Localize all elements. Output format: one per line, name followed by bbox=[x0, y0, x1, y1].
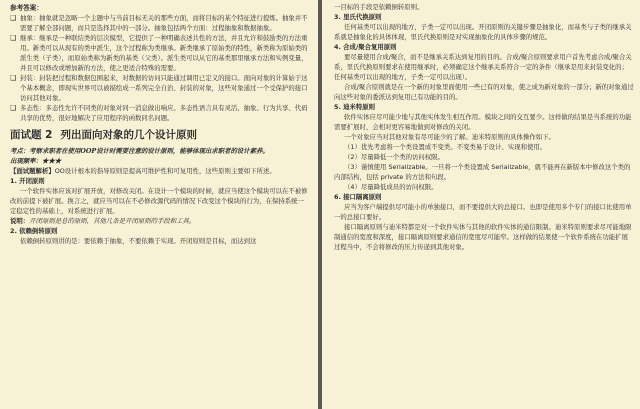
section-body: 一个软件实体应该对扩展开放，对修改关闭。在设计一个模块的时候，就应当使这个模块可以在不被修改的前提下被扩展。换言之，就应当可以在不必修改源代码的情况下改变这个模块的行为，在保持系统一定稳定性的基础上，对系统进行扩展。 bbox=[10, 187, 308, 215]
right-page bbox=[322, 0, 640, 409]
bullet-polymorphism bbox=[10, 103, 310, 123]
section-body: 合成/聚合原则就是在一个新的对象里面使用一些已有的对象，使之成为新对象的一部分；新的对象通过向这些对象的委派达到复用已有功能的目的。 bbox=[334, 83, 634, 101]
checkbox-bullet-icon: ❑ bbox=[10, 74, 17, 82]
right-page-content bbox=[334, 2, 634, 252]
note-text: 开闭原则是总的原则，其他几条是开闭原则的手段和工具。 bbox=[29, 217, 196, 225]
section-title: 4. 合成/聚合复用原则 bbox=[334, 43, 397, 51]
section-body: 一个对象应当对其他对象有尽可能少的了解。迪米特原则的具体操作如下。 bbox=[344, 133, 555, 141]
section-body: 依赖倒转原则讲的是：要依赖于抽象，不要依赖于实现。开闭原则是目标，而达到这 bbox=[20, 237, 257, 245]
checkbox-bullet-icon: ❑ bbox=[10, 104, 17, 112]
checkbox-bullet-icon: ❑ bbox=[10, 14, 17, 22]
section-title: 2. 依赖倒转原则 bbox=[10, 227, 58, 235]
reference-answer-title: 参考答案： bbox=[10, 4, 43, 12]
section-body: 接口隔离原则与迪米特都是对一个软件实体与其他的软件实体的通信限制。迪米特原则要求尽可能地限制通信的宽度和深度，接口隔离原则要求通信的宽度尽可能窄。这样做的结果使一个软件系统在功能扩展过程当中，不会将修改的压力传递到其他对象。 bbox=[334, 223, 632, 251]
section-title: 5. 迪米特原则 bbox=[334, 103, 376, 111]
bullet-text: 多态性：多态性允许不同类的对象对同一消息做出响应。多态性语言具有灵活、抽象、行为共享、代码共享的优势，很好地解决了应用程序的函数同名问题。 bbox=[20, 104, 308, 122]
answer-intro: OO设计根本的指导原则是提高可维护性和可复用性，这些原则主要如下所述。 bbox=[54, 167, 276, 175]
exam-point: 考点：考察求职者在使用OOP设计时需要注意的设计原则，能够体现出求职者的设计素养。 bbox=[10, 147, 269, 155]
note-label: 说明： bbox=[10, 217, 30, 225]
section-body: 任何基类可以出现的地方，子类一定可以出现。开闭原则的关键步骤是抽象化，而基类与子类的继承关系就是抽象化的具体体现，里氏代换原则是对实现抽象化的具体步骤的规范。 bbox=[334, 23, 632, 41]
bullet-text: 继承：继承是一种联结类的层次模型，它提供了一种明确表述共性的方法，并且允许和鼓励类的方法重用。新类可以从现有的类中派生，这个过程称为类继承。新类继承了原始类的特性，新类称为原始类的派生类（子类），而原始类称为新类的基类（父类）。派生类可以从它的基类那里继承方法和实例变量，并且可以修改或增加新的方法，使之更适合特殊的需要。 bbox=[20, 34, 308, 72]
numbered-item: （3）谨慎使用 Serializable。一旦将一个类设置成 Serializable，就不能再在新版本中修改这个类的内部结构，包括 private 的方法和句段。 bbox=[334, 163, 631, 181]
continued-line: 一目标的手段是依赖倒转原则。 bbox=[334, 3, 424, 11]
frequency-stars: ★★★ bbox=[41, 157, 62, 165]
frequency-label: 出现频率： bbox=[10, 157, 42, 165]
bullet-abstraction bbox=[10, 13, 310, 33]
question-heading bbox=[10, 128, 310, 142]
note-line bbox=[10, 216, 310, 226]
numbered-item: （4）尽量降低成员的访问权限。 bbox=[344, 183, 438, 191]
answer-label: 【面试题解析】 bbox=[10, 167, 55, 175]
section-body: 要尽量使用合成/聚合，而不是继承关系达到复用的目的。合成/聚合原则要求用户首先考虑合成/聚合关系，里氏代换原则要求在使用继承时，必须确定这个继承关系符合一定的条件（继承是用来封装变化的；任何基类可以出现的地方，子类一定可以出现）。 bbox=[334, 53, 632, 81]
left-page bbox=[0, 0, 318, 409]
bullet-text: 封装：封装把过程和数据包围起来，对数据的访问只能通过调用已定义的接口。面向对象的计算始于这个基本概念，即现实世界可以被描绘成一系列完全自治、封装的对象，这些对象通过一个受保护的接口访问其他对象。 bbox=[20, 74, 308, 102]
left-page-content bbox=[10, 2, 310, 246]
numbered-item: （2）尽量降低一个类的访问权限。 bbox=[344, 153, 444, 161]
question-title: 列出面向对象的几个设计原则 bbox=[60, 129, 197, 141]
frequency-line bbox=[10, 156, 310, 166]
numbered-item: （1）优先考虑将一个类设置成不变类。不变类易于设计、实现和使用。 bbox=[344, 143, 547, 151]
section-title: 3. 里氏代换原则 bbox=[334, 13, 382, 21]
section-title: 1. 开闭原则 bbox=[10, 177, 45, 185]
answer-intro-line bbox=[10, 166, 310, 176]
bullet-text: 抽象：抽象就是忽略一个主题中与当前目标无关的那些方面，而将目标的某个特征进行提炼。抽象并不需要了解全部问题，而只是选择其中的一部分。抽象包括两个方面：过程抽象和数据抽象。 bbox=[20, 14, 308, 32]
section-title: 6. 接口隔离原则 bbox=[334, 193, 382, 201]
section-body: 软件实体应尽可能少地与其他实体发生相互作用。模块之间的交互要少。这样做的结果是当系统的功能需要扩展时，会相对更容易地做到对修改的关闭。 bbox=[334, 113, 632, 131]
question-label: 面试题 2 bbox=[10, 129, 53, 141]
section-body: 应当为客户端提供尽可能小的单独接口，而不要提供大的总接口。也即是使用多个专门的接口比使用单一的总接口要好。 bbox=[334, 203, 632, 221]
bullet-encapsulation bbox=[10, 73, 310, 103]
bullet-inheritance bbox=[10, 33, 310, 73]
checkbox-bullet-icon: ❑ bbox=[10, 34, 17, 42]
